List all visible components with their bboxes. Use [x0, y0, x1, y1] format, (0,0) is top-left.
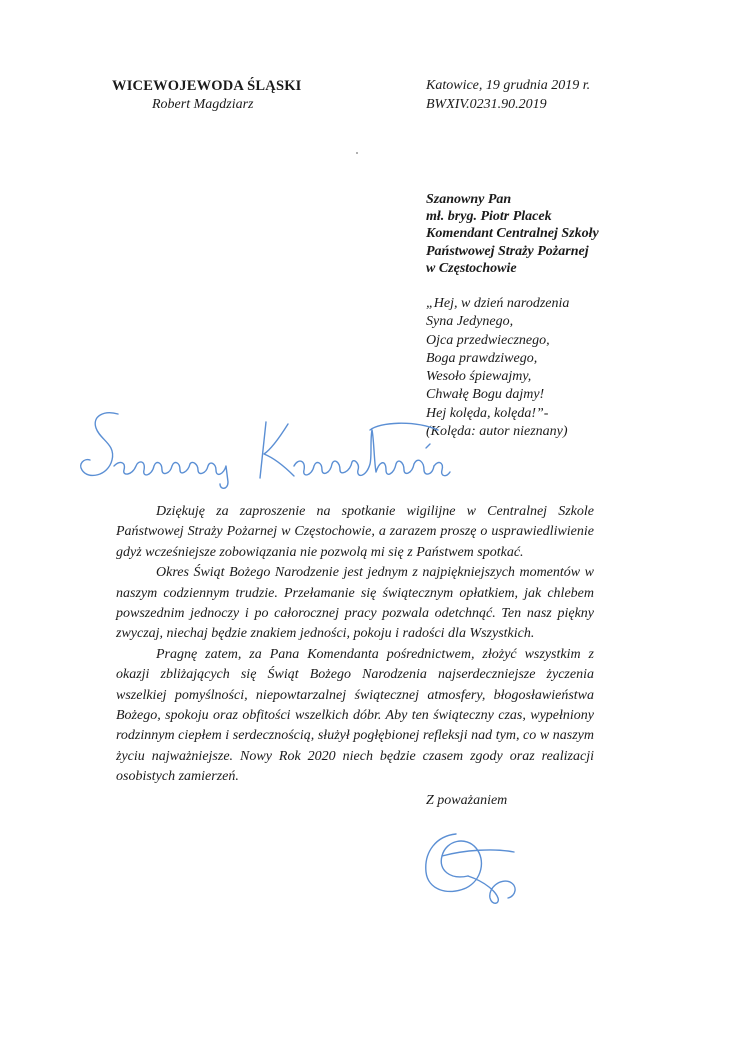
carol-line: Syna Jedynego,	[426, 314, 514, 330]
closing-phrase: Z poważaniem	[426, 793, 508, 808]
letter-body	[116, 502, 594, 788]
scan-speck	[356, 152, 358, 154]
carol-line: „Hej, w dzień narodzenia	[426, 296, 570, 311]
place-date: Katowice, 19 grudnia 2019 r.	[426, 78, 591, 93]
addressee-line: mł. bryg. Piotr Placek	[426, 209, 552, 225]
addressee-line: Szanowny Pan	[426, 192, 512, 207]
carol-line: Wesoło śpiewajmy,	[426, 369, 532, 385]
sender-name: Robert Magdziarz	[152, 97, 254, 112]
body-paragraph: Okres Świąt Bożego Narodzenie jest jednym z najpiękniejszych momentów w naszym codziennym trudzie. Przełamanie się świątecznym opłatkiem, jak chlebem powszednim jednoczy i po całorocznej pracy pozwala odetchnąć. Ten nasz piękny zwyczaj, niechaj będzie znakiem jedności, pokoju i radości dla Wszystkich.	[116, 565, 594, 642]
addressee-block	[426, 191, 599, 277]
carol-line: Chwałę Bogu dajmy!	[426, 387, 545, 403]
carol-line: Hej kolęda, kolęda!”-	[426, 405, 549, 421]
body-paragraph: Pragnę zatem, za Pana Komendanta pośrednictwem, złożyć wszystkim z okazji zbliżających się Świąt Bożego Narodzenia najserdeczniejsze życzenia wszelkiej pomyślności, niepowtarzalnej świątecznej atmosfery, błogosławieństwa Bożego, spokoju oraz obfitości wszelkich dóbr. Aby ten świąteczny czas, wypełniony rodzinnym ciepłem i serdecznością, służył pogłębionej refleksji nad tym, co w naszym życiu najważniejsze. Nowy Rok 2020 niech będzie czasem zgody oraz realizacji osobistych zamierzeń.	[116, 646, 594, 785]
handwritten-salutation	[74, 400, 454, 495]
addressee-line: Państwowej Straży Pożarnej	[426, 243, 589, 259]
carol-line: Ojca przedwiecznego,	[426, 332, 550, 348]
sender-title: WICEWOJEWODA ŚLĄSKI	[112, 78, 302, 94]
signature	[416, 822, 526, 912]
addressee-line: w Częstochowie	[426, 260, 517, 276]
body-paragraph: Dziękuję za zaproszenie na spotkanie wigilijne w Centralnej Szkole Państwowej Straży Pożarnej w Częstochowie, a zarazem proszę o usprawiedliwienie gdyż wcześniejsze zobowiązania nie pozwolą mi się z Państwem spotkać.	[116, 504, 594, 560]
reference-number: BWXIV.0231.90.2019	[426, 97, 547, 112]
carol-attribution: (Kolęda: autor nieznany)	[426, 424, 568, 440]
carol-line: Boga prawdziwego,	[426, 350, 538, 366]
addressee-line: Komendant Centralnej Szkoły	[426, 226, 599, 242]
